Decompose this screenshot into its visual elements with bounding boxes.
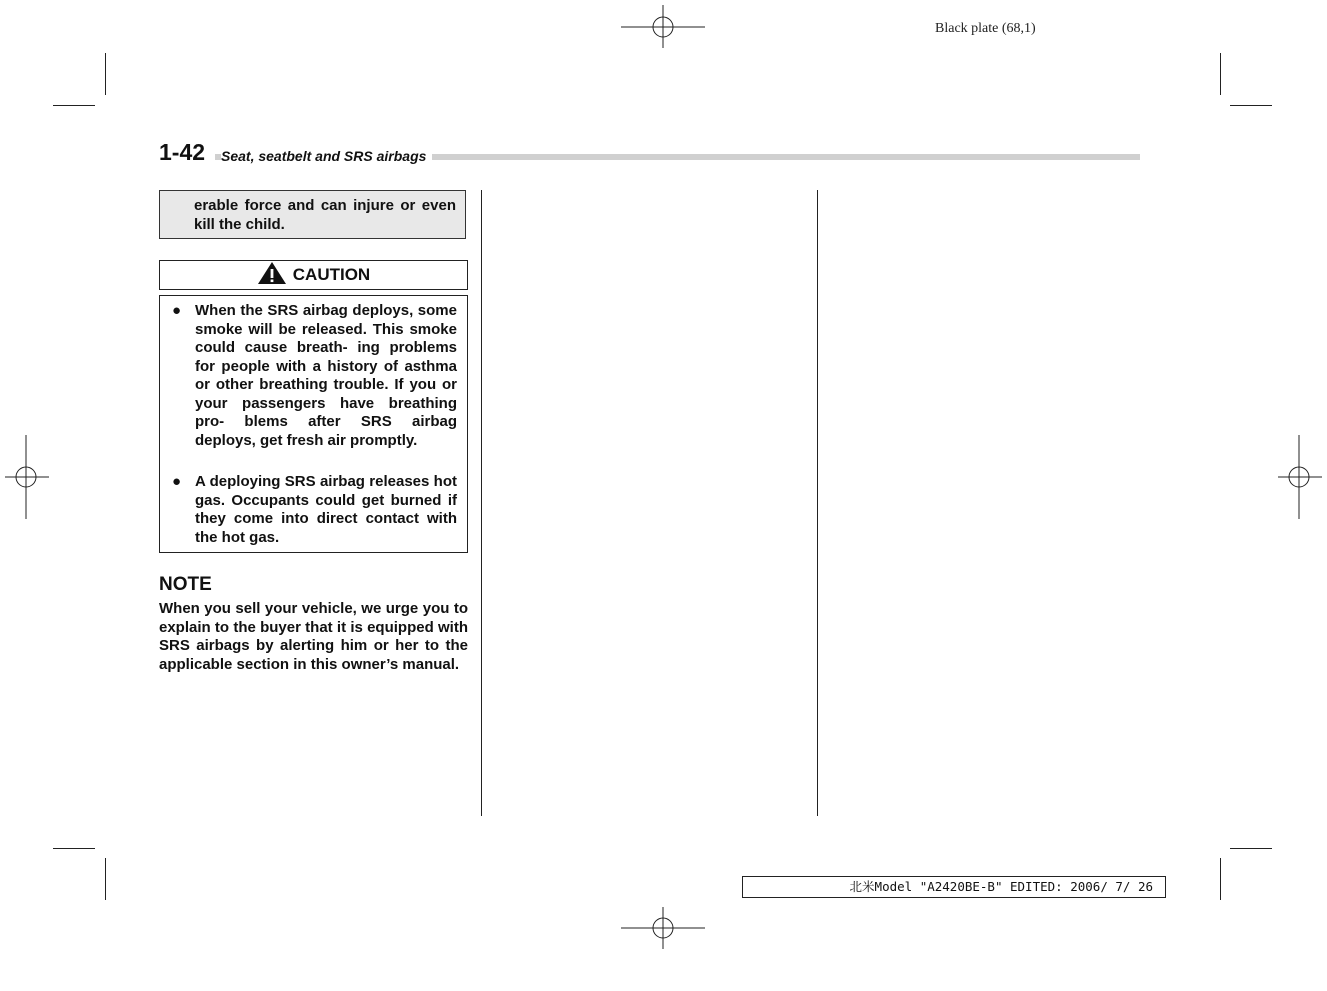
continued-warning-text: erable force and can injure or even kill the child. — [194, 197, 456, 233]
bullet-icon: ● — [172, 473, 182, 490]
page-number: 1-42 — [159, 138, 215, 166]
crop-mark — [1230, 848, 1272, 849]
crop-mark — [53, 105, 95, 106]
warning-triangle-icon — [257, 261, 287, 290]
crop-mark — [53, 848, 95, 849]
caution-header — [159, 260, 468, 290]
registration-mark-icon — [1278, 435, 1327, 519]
list-item-text: A deploying SRS airbag releases hot gas. Occupants could get burned if they come into direct contact with the hot gas. — [195, 473, 457, 546]
column-divider — [481, 190, 482, 816]
crop-mark — [1220, 858, 1221, 900]
registration-mark-icon — [621, 907, 705, 991]
caution-box — [159, 295, 468, 553]
crop-mark — [1230, 105, 1272, 106]
list-item-text: When the SRS airbag deploys, some smoke will be released. This smoke could cause breath- ing problems for people with a history of asthma or other breathing trouble. If you or your passengers have breathing pro- blems after SRS airbag deploys, get fresh air promptly. — [195, 302, 457, 449]
bullet-icon: ● — [172, 302, 182, 319]
section-title: Seat, seatbelt and SRS airbags — [221, 147, 432, 165]
plate-label: Black plate (68,1) — [935, 21, 1036, 36]
crop-mark — [1220, 53, 1221, 95]
continued-warning-box — [159, 190, 466, 239]
crop-mark — [105, 53, 106, 95]
note-text: When you sell your vehicle, we urge you to explain to the buyer that it is equipped with SRS airbags by alerting him or her to the applicable section in this owner’s manual. — [159, 600, 468, 673]
registration-mark-icon — [5, 435, 89, 519]
crop-mark — [105, 858, 106, 900]
caution-label: CAUTION — [292, 265, 371, 284]
edit-stamp: 北米Model "A2420BE-B" EDITED: 2006/ 7/ 26 — [742, 876, 1166, 898]
registration-mark-icon — [621, 0, 705, 84]
column-divider — [817, 190, 818, 816]
note-title: NOTE — [159, 574, 212, 595]
